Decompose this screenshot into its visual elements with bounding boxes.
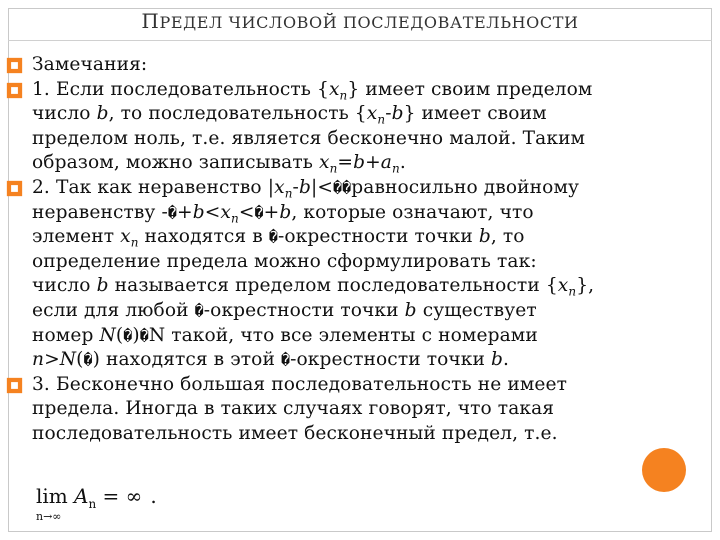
line-text-part: b (404, 299, 417, 321)
line-text-part: b (192, 201, 205, 223)
bullet-icon (6, 82, 23, 99)
line-text-part: 1. Если последовательность { (32, 78, 329, 100)
line-text-part: � (280, 351, 291, 370)
line-text-part: b (391, 103, 404, 125)
bullet-icon (6, 57, 23, 74)
line-text-part: � (139, 326, 149, 345)
line-text-part: ) (132, 324, 140, 346)
line-text-part: � (268, 228, 278, 247)
line-text-part: + (263, 201, 280, 223)
line-text-part: . (503, 349, 510, 371)
line-text-part: x (220, 201, 231, 223)
line-text-part: находятся в (138, 226, 269, 248)
line-text-part: , то (490, 226, 525, 248)
line-text-part: > (44, 349, 60, 371)
line-text-part: n (32, 349, 45, 371)
slide-body (32, 53, 684, 447)
line-text-part: -окрестности точки (290, 349, 492, 371)
bullet-icon (6, 180, 23, 197)
line-text-part: , которые означают, что (291, 201, 534, 223)
line-text-part: n (130, 235, 139, 250)
line-text-part: b (96, 275, 109, 297)
line-text-part: b (353, 152, 366, 174)
line-text-part: элемент (32, 226, 121, 248)
line-text-part: }, (576, 275, 595, 297)
line-text-part: � (194, 301, 204, 320)
line-text-part: n (284, 186, 293, 201)
line-text-part: -окрестности точки (277, 226, 479, 248)
formula-equals-infinity: = ∞ (96, 484, 143, 508)
line-text-part: если для любой (32, 299, 195, 321)
formula-period: . (150, 484, 157, 508)
line-text-part: < (238, 201, 255, 223)
line-text-part: b (478, 226, 491, 248)
line-text-part: ) находятся в этой (92, 349, 281, 371)
line-text-part: N такой, что все элементы с номерами (148, 324, 538, 346)
line-text-part: x (328, 78, 340, 100)
slide-title (0, 9, 720, 33)
formula-expression (74, 484, 157, 511)
line-text-part: < (204, 201, 221, 223)
line-text-part: x (318, 152, 330, 174)
line-text-part: существует (416, 299, 537, 321)
text-line (32, 176, 684, 201)
formula-variable: A (74, 484, 89, 508)
line-text-part: � (254, 203, 264, 222)
orange-circle-decoration (642, 448, 686, 492)
line-text-part: b (279, 201, 292, 223)
line-text-part: x (366, 103, 378, 125)
text-line (32, 250, 684, 275)
line-text-part: x (120, 226, 131, 248)
line-text-part: n (377, 112, 386, 127)
line-text-part: + (365, 152, 381, 174)
line-text-part: -окрестности точки (203, 299, 405, 321)
line-text-part: b (96, 103, 109, 125)
line-text-part: � (123, 326, 133, 345)
line-text-part: n (329, 162, 338, 177)
line-text-part: ( (76, 349, 84, 371)
text-line (32, 422, 684, 447)
line-text-part: N (59, 349, 77, 371)
line-text-part: , то последовательность { (108, 103, 367, 125)
formula-index: n (88, 497, 97, 511)
line-text-part: N (99, 324, 116, 346)
text-line (32, 102, 684, 127)
line-text-part: � (167, 203, 177, 222)
text-line (32, 299, 684, 324)
line-text-part: = (337, 152, 354, 174)
text-line (32, 151, 684, 176)
line-text-part: называется пределом последовательности { (108, 275, 558, 297)
line-text: определение предела можно сформулировать так: (32, 250, 537, 272)
text-line (32, 348, 684, 373)
text-line (32, 127, 684, 152)
line-text-part: n (568, 285, 577, 300)
title-divider (8, 40, 712, 41)
line-text-part: - (292, 176, 299, 198)
formula-lim-subscript: n→∞ (36, 510, 62, 523)
line-text-part: n (230, 211, 239, 226)
line-text-part: } имеет своим (403, 103, 547, 125)
line-text-part: образом, можно записывать (32, 152, 319, 174)
line-text-part: . (399, 152, 406, 174)
line-text: последовательность имеет бесконечный предел, т.е. (32, 422, 558, 444)
line-text-part: } имеет своим пределом (347, 78, 593, 100)
line-text-part: a (380, 152, 392, 174)
text-line (32, 78, 684, 103)
line-text-part: x (274, 176, 285, 198)
bullet-icon (6, 377, 23, 394)
line-text-part: число (32, 275, 97, 297)
line-text-part: номер (32, 324, 100, 346)
line-text-part: + (177, 201, 193, 223)
line-text-part: n (339, 88, 348, 103)
line-text: пределом ноль, т.е. является бесконечно малой. Таким (32, 127, 586, 149)
line-text-part: b (298, 176, 311, 198)
text-line (32, 373, 684, 398)
line-text-part: - (385, 103, 392, 125)
line-text: предела. Иногда в таких случаях говорят, что такая (32, 398, 555, 420)
text-line (32, 53, 684, 78)
line-text-part: число (32, 103, 97, 125)
line-text-part: 2. Так как неравенство | (32, 176, 275, 198)
title-rest: РЕДЕЛ ЧИСЛОВОЙ ПОСЛЕДОВАТЕЛЬНОСТИ (159, 13, 579, 32)
line-text: Замечания: (32, 54, 148, 75)
line-text-part: b (491, 349, 504, 371)
text-line (32, 324, 684, 349)
text-line (32, 201, 684, 226)
line-text-part: неравенству - (32, 201, 168, 223)
text-line (32, 225, 684, 250)
line-text-part: |< (310, 176, 333, 198)
line-text-part: � (83, 351, 93, 370)
formula-lim: lim (36, 484, 68, 508)
line-text: 3. Бесконечно большая последовательность не имеет (32, 373, 567, 395)
title-initial: П (141, 9, 160, 33)
line-text-part: �� (333, 178, 352, 197)
line-text-part: равносильно двойному (351, 176, 580, 198)
line-text-part: n (391, 162, 400, 177)
line-text-part: x (557, 275, 569, 297)
text-line (32, 397, 684, 422)
text-line (32, 274, 684, 299)
line-text-part: ( (115, 324, 124, 346)
